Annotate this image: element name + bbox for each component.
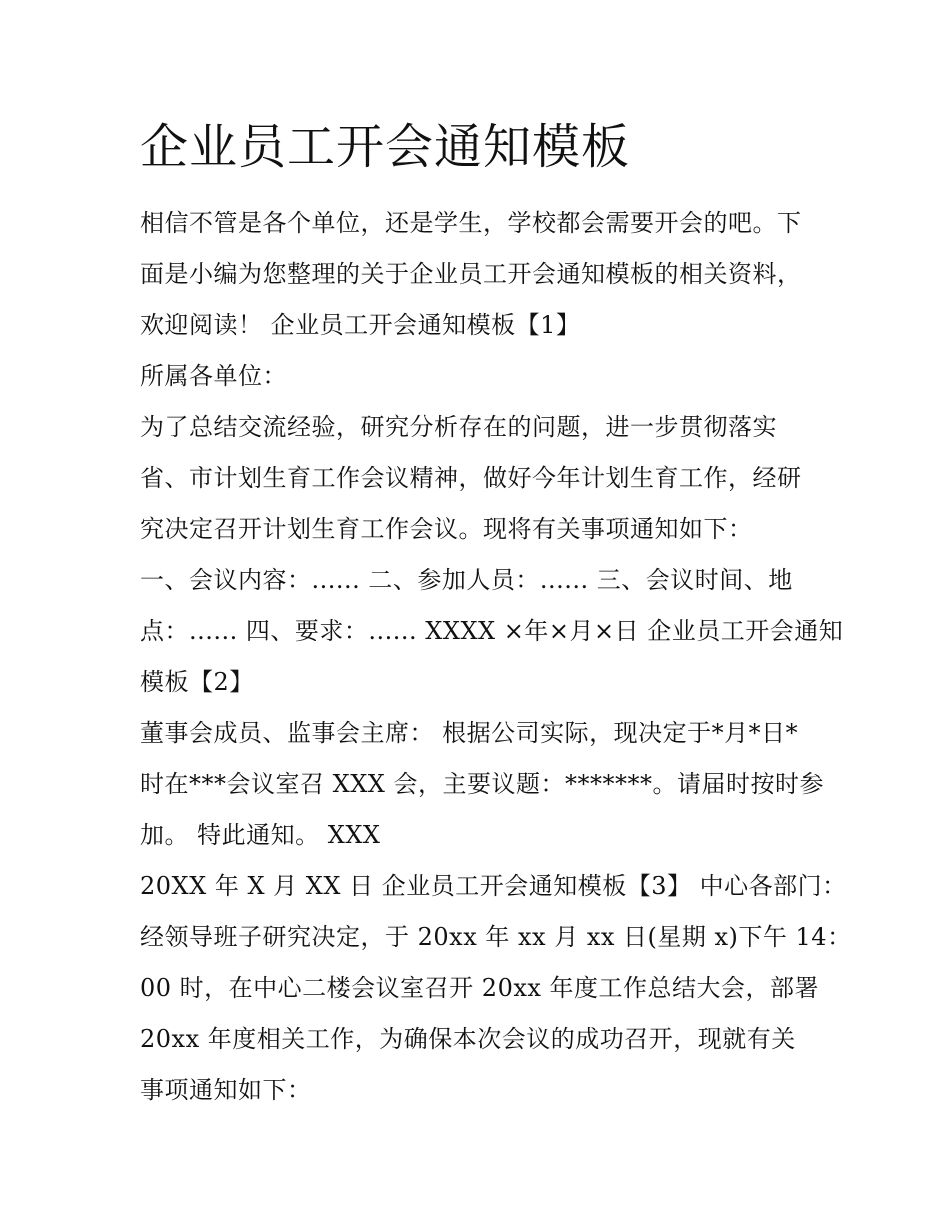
body-line: 20xx 年度相关工作，为确保本次会议的成功召开，现就有关 — [140, 1025, 796, 1053]
body-line: 经领导班子研究决定，于 20xx 年 xx 月 xx 日(星期 x)下午 14： — [140, 923, 852, 951]
body-line: 究决定召开计划生育工作会议。现将有关事项通知如下： — [140, 515, 753, 543]
body-line: 面是小编为您整理的关于企业员工开会通知模板的相关资料， — [140, 260, 802, 288]
body-line: 模板【2】 — [140, 668, 254, 696]
body-line: 00 时，在中心二楼会议室召开 20xx 年度工作总结大会，部署 — [140, 974, 820, 1002]
body-line: 欢迎阅读！ 企业员工开会通知模板【1】 — [140, 311, 581, 339]
body-line: 一、会议内容：...... 二、参加人员：...... 三、会议时间、地 — [140, 566, 793, 594]
body-line: 相信不管是各个单位，还是学生，学校都会需要开会的吧。下 — [140, 209, 802, 237]
body-line: 20XX 年 X 月 XX 日 企业员工开会通知模板【3】 中心各部门： — [140, 872, 847, 900]
document-body — [140, 198, 852, 1116]
body-line: 点：...... 四、要求：...... XXXX ×年×月×日 企业员工开会通知 — [140, 617, 844, 645]
body-line: 省、市计划生育工作会议精神，做好今年计划生育工作，经研 — [140, 464, 802, 492]
body-line: 时在***会议室召 XXX 会，主要议题：*******。请届时按时参 — [140, 770, 825, 798]
body-line: 加。 特此通知。 XXX — [140, 821, 381, 849]
body-line: 所属各单位： — [140, 362, 287, 390]
body-line: 事项通知如下： — [140, 1076, 312, 1104]
body-line: 为了总结交流经验，研究分析存在的问题，进一步贯彻落实 — [140, 413, 777, 441]
body-line: 董事会成员、监事会主席： 根据公司实际，现决定于*月*日* — [140, 719, 799, 747]
document-title: 企业员工开会通知模板 — [140, 119, 631, 175]
